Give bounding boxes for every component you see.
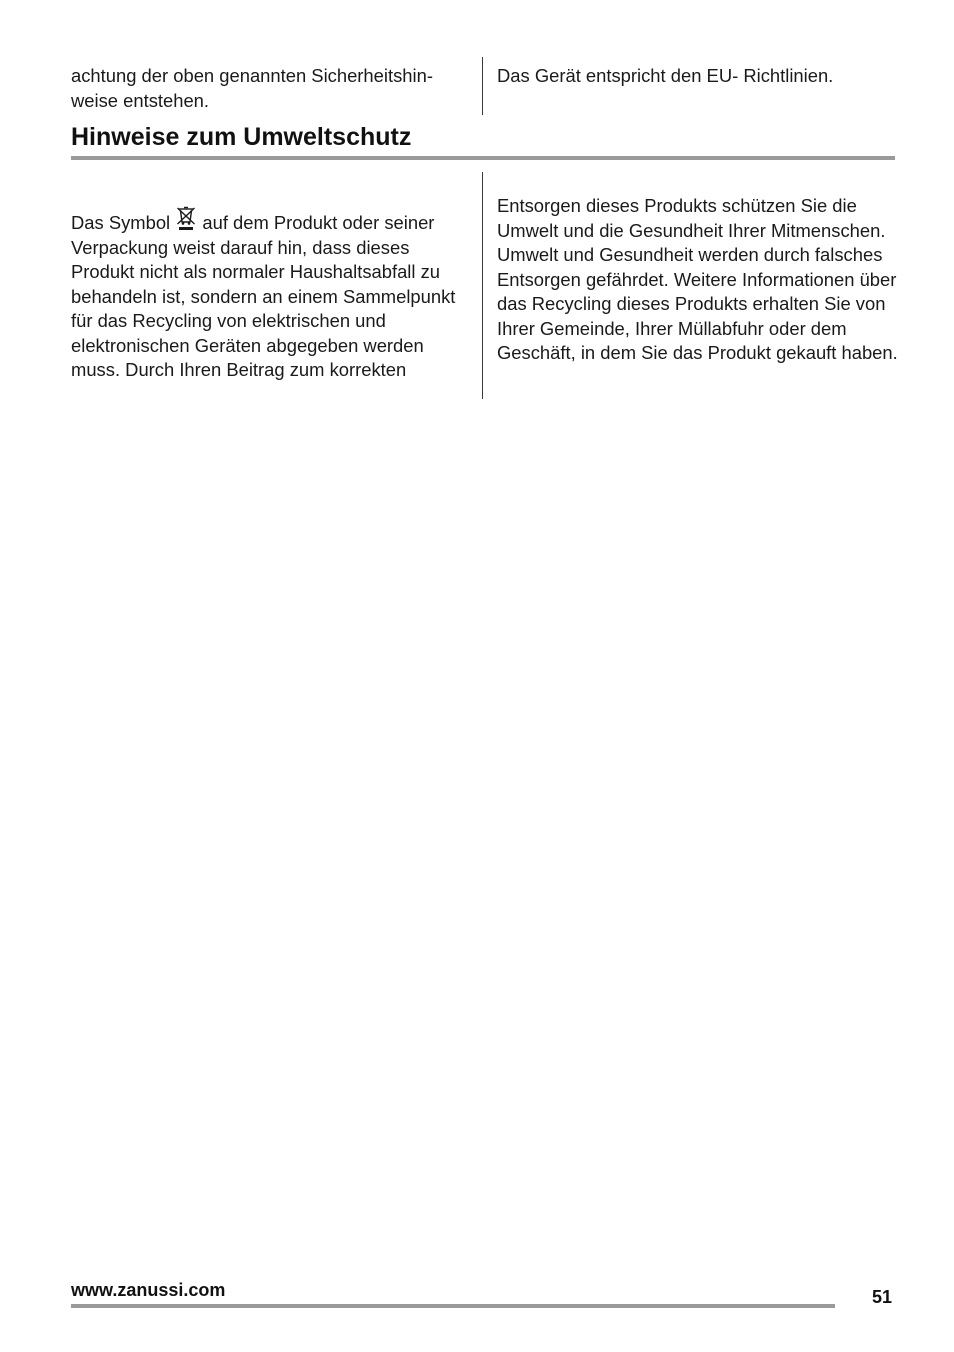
body-left-text-after-icon: auf dem Produkt oder seiner Verpackung weist darauf hin, dass dieses Produkt nicht als normaler Haushaltsabfall zu behandeln ist, sondern an einem Sammelpunkt für das Recycling von elektrischen und elektronischen Geräten abgegeben werden muss. Durch Ihren Beitrag zum korrekten [71, 212, 456, 380]
top-right-paragraph: Das Gerät entspricht den EU- Richtlinien. [497, 65, 834, 86]
top-left-line-1: achtung der oben genannten Sicherheitshin- [71, 65, 433, 86]
column-divider-top [482, 57, 483, 115]
crossed-out-wheelie-bin-icon [176, 206, 196, 232]
body-left-text-before-icon: Das Symbol [71, 212, 176, 233]
section-heading: Hinweise zum Umweltschutz [71, 123, 412, 151]
footer-website-url: www.zanussi.com [71, 1280, 226, 1300]
top-right-column [497, 64, 897, 89]
top-left-paragraph [71, 64, 466, 113]
heading-underline [71, 156, 895, 160]
column-divider-bottom [482, 172, 483, 399]
footer-rule [71, 1304, 835, 1308]
top-left-line-2: weise entstehen. [71, 89, 210, 111]
top-left-column [71, 64, 466, 113]
body-left-paragraph [71, 206, 471, 383]
page-number: 51 [872, 1287, 893, 1307]
body-right-paragraph: Entsorgen dieses Produkts schützen Sie die Umwelt und die Gesundheit Ihrer Mitmenschen. Umwelt und Gesundheit werden durch falsches Entsorgen gefährdet. Weitere Informationen über das Recycling dieses Produkts erhalten Sie von Ihrer Gemeinde, Ihrer Müllabfuhr oder dem Geschäft, in dem Sie das Produkt gekauft haben. [497, 195, 898, 363]
body-left-column [71, 206, 471, 383]
body-right-column [497, 194, 902, 366]
